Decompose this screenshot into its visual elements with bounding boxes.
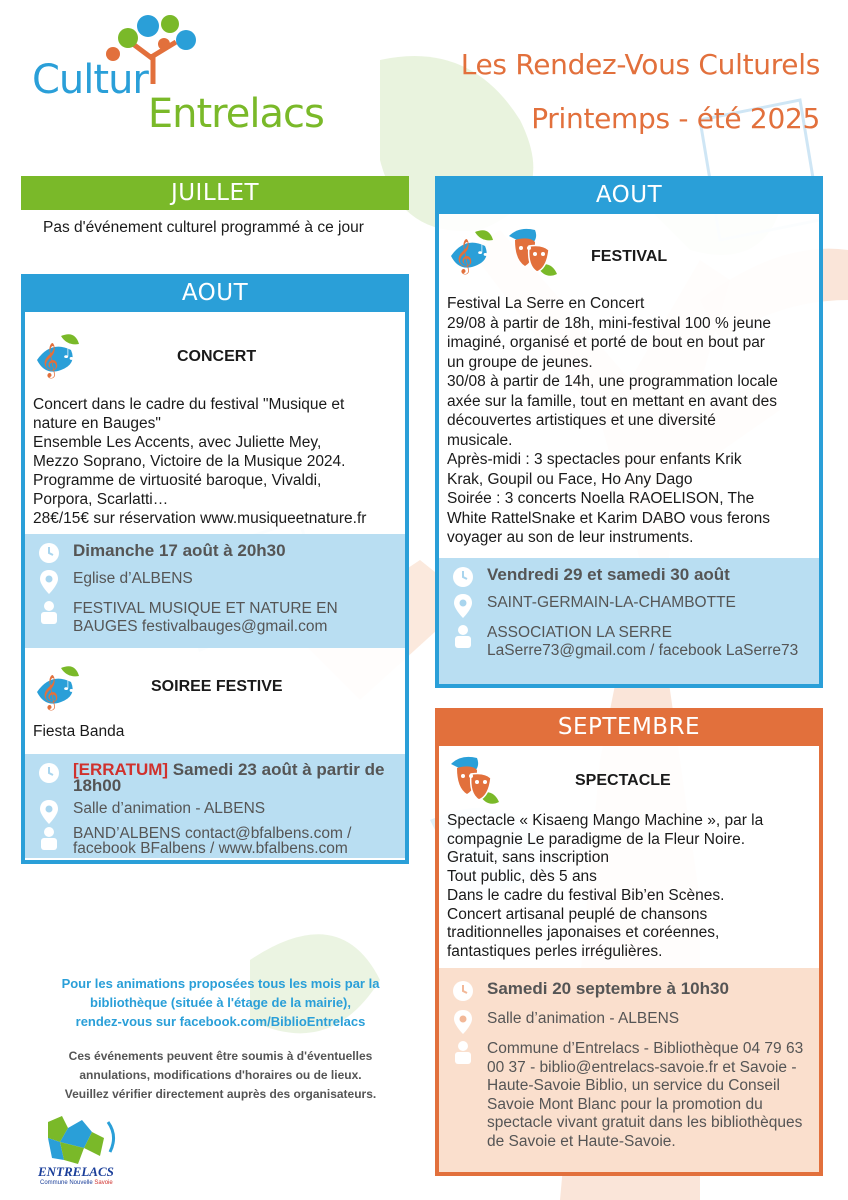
soiree-organizer: BAND’ALBENS contact@bfalbens.com / facebook BFalbens / www.bfalbens.com: [73, 825, 352, 857]
small-logo-sub: [40, 1180, 113, 1186]
svg-text:♫: ♫: [61, 674, 78, 695]
festival-line: voyager au son de leur instruments.: [447, 529, 694, 546]
library-note-line: bibliothèque (située à l'étage de la mairie),: [90, 995, 351, 1010]
library-note: [28, 974, 413, 1031]
concert-info-panel: [25, 534, 405, 648]
spectacle-title: SPECTACLE: [575, 772, 671, 789]
concert-line: Mezzo Soprano, Victoire de la Musique 2024.: [33, 453, 346, 470]
small-logo-commune: Commune Nouvelle: [40, 1180, 93, 1186]
person-icon: [40, 826, 58, 850]
festival-line: Après-midi : 3 spectacles pour enfants Krik: [447, 451, 742, 468]
aout-left-heading: AOUT: [21, 274, 409, 312]
festival-place: SAINT-GERMAIN-LA-CHAMBOTTE: [487, 594, 736, 611]
festival-line: Krak, Goupil ou Face, Ho Any Dago: [447, 470, 693, 488]
person-icon: [454, 1040, 472, 1064]
festival-line: imaginé, organisé et porté de bout en bout par: [447, 334, 765, 351]
festival-line: 29/08 à partir de 18h, mini-festival 100 % jeune: [447, 314, 771, 332]
soiree-description: Fiesta Banda: [33, 723, 125, 740]
library-note-line: Pour les animations proposées tous les mois par la: [61, 976, 380, 991]
small-logo-region: Savoie: [94, 1180, 113, 1186]
location-pin-icon: [40, 570, 58, 594]
clock-icon: [452, 980, 474, 1002]
title-line-1: Les Rendez-Vous Culturels: [460, 48, 820, 81]
soiree-title: SOIREE FESTIVE: [151, 678, 283, 695]
location-pin-icon: [454, 1010, 472, 1034]
svg-text:♫: ♫: [475, 238, 492, 259]
disclaimer-line: annulations, modifications d'horaires ou de lieux.: [79, 1068, 362, 1082]
concert-line: Programme de virtuosité baroque, Vivaldi,: [33, 472, 322, 489]
clock-icon: [38, 542, 60, 564]
soiree-place: Salle d’animation - ALBENS: [73, 800, 266, 817]
juillet-heading: JUILLET: [21, 176, 409, 210]
page-title: [461, 38, 820, 146]
concert-line: Ensemble Les Accents, avec Juliette Mey,: [33, 434, 322, 451]
person-icon: [40, 600, 58, 624]
spectacle-line: Spectacle « Kisaeng Mango Machine », par la: [447, 812, 764, 829]
spectacle-description: [447, 812, 819, 962]
festival-line: White RattelSnake et Karim DABO vous ferons: [447, 509, 771, 527]
music-notes-icon: [31, 330, 83, 382]
aout-left-section: [21, 274, 409, 864]
festival-line: axée sur la famille, tout en mettant en avant des: [447, 392, 777, 410]
erratum-label: [ERRATUM]: [73, 760, 169, 779]
soiree-date: [73, 762, 405, 794]
concert-line: Porpora, Scarlatti…: [33, 491, 169, 508]
spectacle-date: Samedi 20 septembre à 10h30: [487, 979, 729, 998]
spectacle-line: Dans le cadre du festival Bib’en Scènes.: [447, 886, 725, 904]
spectacle-place: Salle d’animation - ALBENS: [487, 1010, 680, 1027]
title-line-2: Printemps - été 2025: [531, 102, 820, 135]
festival-line: un groupe de jeunes.: [447, 353, 593, 371]
juillet-section: [21, 176, 409, 237]
festival-line: 30/08 à partir de 14h, une programmation locale: [447, 373, 778, 390]
spectacle-line: Concert artisanal peuplé de chansons: [447, 905, 708, 923]
festival-line: musicale.: [447, 431, 513, 449]
aout-right-section: [435, 176, 823, 688]
concert-title: CONCERT: [177, 348, 257, 365]
music-notes-icon: [31, 662, 83, 714]
spectacle-info-panel: [439, 968, 819, 1172]
festival-line: découvertes artistiques et une diversité: [447, 412, 716, 429]
concert-organizer: FESTIVAL MUSIQUE ET NATURE EN BAUGES festivalbauges@gmail.com: [73, 600, 338, 635]
logo-text-entrelacs: Entrelacs: [147, 91, 324, 137]
svg-text:♫: ♫: [61, 342, 78, 363]
concert-line: nature en Bauges": [33, 415, 161, 432]
soiree-info-panel: [25, 754, 405, 858]
festival-icons: [445, 226, 561, 282]
festival-title: FESTIVAL: [591, 248, 668, 265]
concert-line: Concert dans le cadre du festival "Musique et: [33, 396, 345, 413]
svg-text:𝄞: 𝄞: [41, 675, 59, 710]
aout-right-heading: AOUT: [435, 176, 823, 214]
festival-description: [447, 294, 819, 548]
disclaimer-line: Ces événements peuvent être soumis à d'éventuelles: [68, 1049, 373, 1063]
library-note-line: rendez-vous sur facebook.com/BiblioEntrelacs: [75, 1014, 366, 1029]
soiree-date-text: Samedi 23 août à partir de 18h00: [73, 760, 385, 795]
septembre-section: [435, 708, 823, 1176]
spectacle-icons: [447, 754, 503, 810]
concert-line: 28€/15€ sur réservation www.musiqueetnature.fr: [33, 510, 367, 527]
music-notes-icon: [445, 226, 497, 278]
spectacle-line: fantastiques perles irrégulières.: [447, 942, 663, 960]
septembre-heading: SEPTEMBRE: [435, 708, 823, 746]
spectacle-line: compagnie Le paradigme de la Fleur Noire.: [447, 830, 746, 848]
theater-masks-icon: [505, 226, 561, 282]
location-pin-icon: [454, 594, 472, 618]
logo-text-cultur: Cultur: [32, 57, 148, 103]
festival-organizer: ASSOCIATION LA SERRE LaSerre73@gmail.com / facebook LaSerre73: [487, 624, 799, 659]
festival-line: Soirée : 3 concerts Noella RAOELISON, The: [447, 490, 755, 507]
festival-line: Festival La Serre en Concert: [447, 295, 645, 312]
theater-masks-icon: [447, 754, 503, 810]
spectacle-line: traditionnelles japonaises et coréennes,: [447, 924, 720, 942]
small-logo-text: ENTRELACS: [38, 1164, 114, 1179]
culturentrelacs-logo: [28, 14, 324, 139]
clock-icon: [452, 566, 474, 588]
concert-place: Eglise d’ALBENS: [73, 570, 193, 587]
clock-icon: [38, 762, 60, 784]
festival-info-panel: [439, 558, 819, 684]
concert-icons: [31, 330, 83, 382]
location-pin-icon: [40, 800, 58, 824]
juillet-text: Pas d'événement culturel programmé à ce jour: [43, 219, 364, 236]
concert-date: Dimanche 17 août à 20h30: [73, 541, 286, 560]
disclaimer-note: [28, 1047, 413, 1104]
commune-map-icon: [34, 1112, 124, 1168]
svg-text:𝄞: 𝄞: [41, 343, 59, 378]
soiree-icons: [31, 662, 83, 714]
entrelacs-commune-logo: [34, 1112, 124, 1190]
concert-description: [33, 395, 405, 528]
spectacle-line: Tout public, dès 5 ans: [447, 868, 597, 886]
festival-date: Vendredi 29 et samedi 30 août: [487, 565, 730, 584]
svg-text:𝄞: 𝄞: [455, 239, 473, 274]
person-icon: [454, 624, 472, 648]
disclaimer-line: Veuillez vérifier directement auprès des organisateurs.: [64, 1087, 377, 1101]
spectacle-line: Gratuit, sans inscription: [447, 849, 609, 867]
spectacle-organizer: Commune d’Entrelacs - Bibliothèque 04 79 63 00 37 - biblio@entrelacs-savoie.fr et Savoie - Haute-Savoie Biblio, un service du Conseil Savoie Mont Blanc pour la promotion du spectacle vivant gratuit dans les bibliothèques de Savoie et Haute-Savoie.: [487, 1040, 804, 1150]
